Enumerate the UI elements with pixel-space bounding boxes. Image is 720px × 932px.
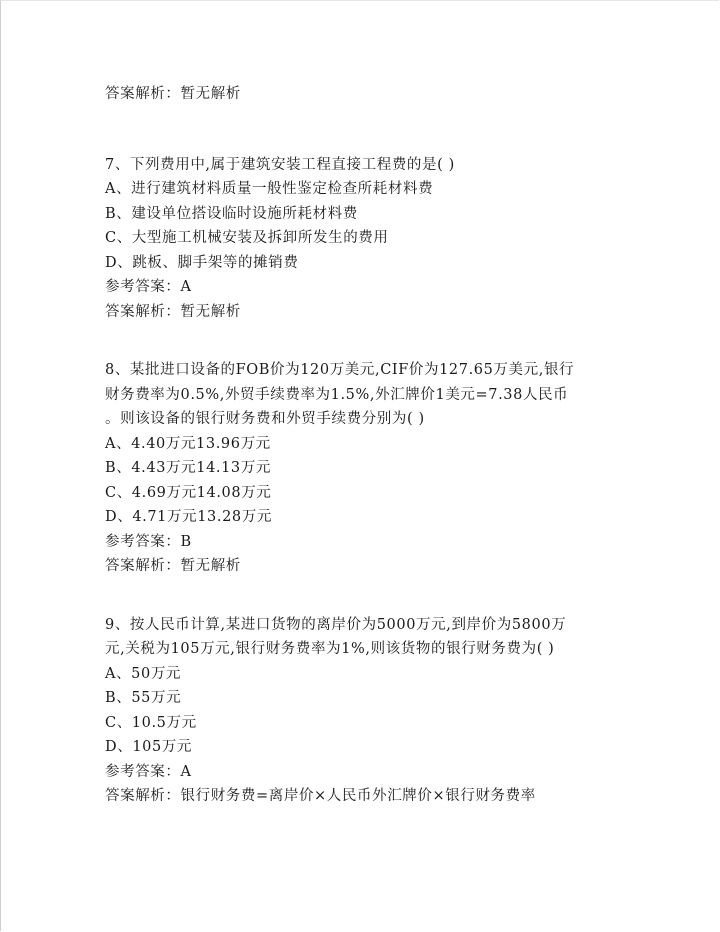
analysis-line bbox=[105, 300, 625, 325]
answer-label: 参考答案： bbox=[105, 763, 181, 780]
question-stem: 9、按人民币计算,某进口货物的离岸价为5000万元,到岸价为5800万 bbox=[105, 616, 567, 633]
answer-line bbox=[105, 530, 625, 555]
option-d: D、跳板、脚手架等的摊销费 bbox=[105, 254, 299, 271]
spacer bbox=[105, 579, 625, 613]
analysis-text: 暂无解析 bbox=[180, 558, 241, 574]
option-b: B、55万元 bbox=[105, 690, 182, 706]
option-b: B、4.43万元14.13万元 bbox=[105, 460, 271, 476]
question-stem: 。则该设备的银行财务费和外贸手续费分别为( ) bbox=[105, 411, 425, 427]
answer-label: 参考答案： bbox=[105, 279, 181, 295]
question-block bbox=[105, 358, 625, 579]
analysis-line bbox=[105, 554, 625, 579]
analysis-text: 暂无解析 bbox=[180, 86, 241, 102]
option-c: C、4.69万元14.08万元 bbox=[105, 484, 272, 501]
spacer bbox=[105, 324, 625, 358]
analysis-label: 答案解析： bbox=[105, 788, 181, 804]
option-d: D、105万元 bbox=[105, 739, 193, 755]
analysis-label: 答案解析： bbox=[105, 86, 181, 102]
option-c: C、10.5万元 bbox=[105, 714, 197, 731]
option-c: C、大型施工机械安装及拆卸所发生的费用 bbox=[105, 230, 389, 246]
answer-value: A bbox=[180, 763, 192, 780]
question-stem: 7、下列费用中,属于建筑安装工程直接工程费的是( ) bbox=[105, 156, 455, 173]
option-a: A、4.40万元13.96万元 bbox=[105, 435, 271, 452]
option-a: A、进行建筑材料质量一般性鉴定检查所耗材料费 bbox=[105, 181, 434, 197]
answer-value: A bbox=[180, 279, 192, 295]
answer-line bbox=[105, 275, 625, 300]
analysis-text: 银行财务费=离岸价×人民币外汇牌价×银行财务费率 bbox=[180, 788, 536, 804]
question-block bbox=[105, 613, 625, 809]
analysis-line bbox=[105, 784, 625, 809]
answer-line bbox=[105, 760, 625, 785]
question-stem: 8、某批进口设备的FOB价为120万美元,CIF价为127.65万美元,银行 bbox=[105, 362, 575, 378]
analysis-label: 答案解析： bbox=[105, 303, 181, 320]
document-body bbox=[105, 82, 625, 809]
analysis-line bbox=[105, 82, 625, 107]
option-a: A、50万元 bbox=[105, 665, 182, 682]
question-stem: 财务费率为0.5%,外贸手续费率为1.5%,外汇牌价1美元=7.38人民币 bbox=[105, 386, 569, 403]
answer-label: 参考答案： bbox=[105, 533, 181, 550]
analysis-text: 暂无解析 bbox=[180, 303, 241, 320]
analysis-label: 答案解析： bbox=[105, 558, 181, 574]
option-d: D、4.71万元13.28万元 bbox=[105, 509, 272, 525]
question-stem: 元,关税为105万元,银行财务费率为1%,则该货物的银行财务费为( ) bbox=[105, 641, 555, 657]
answer-value: B bbox=[180, 533, 192, 550]
option-b: B、建设单位搭设临时设施所耗材料费 bbox=[105, 205, 358, 222]
question-block bbox=[105, 153, 625, 325]
spacer bbox=[105, 107, 625, 153]
